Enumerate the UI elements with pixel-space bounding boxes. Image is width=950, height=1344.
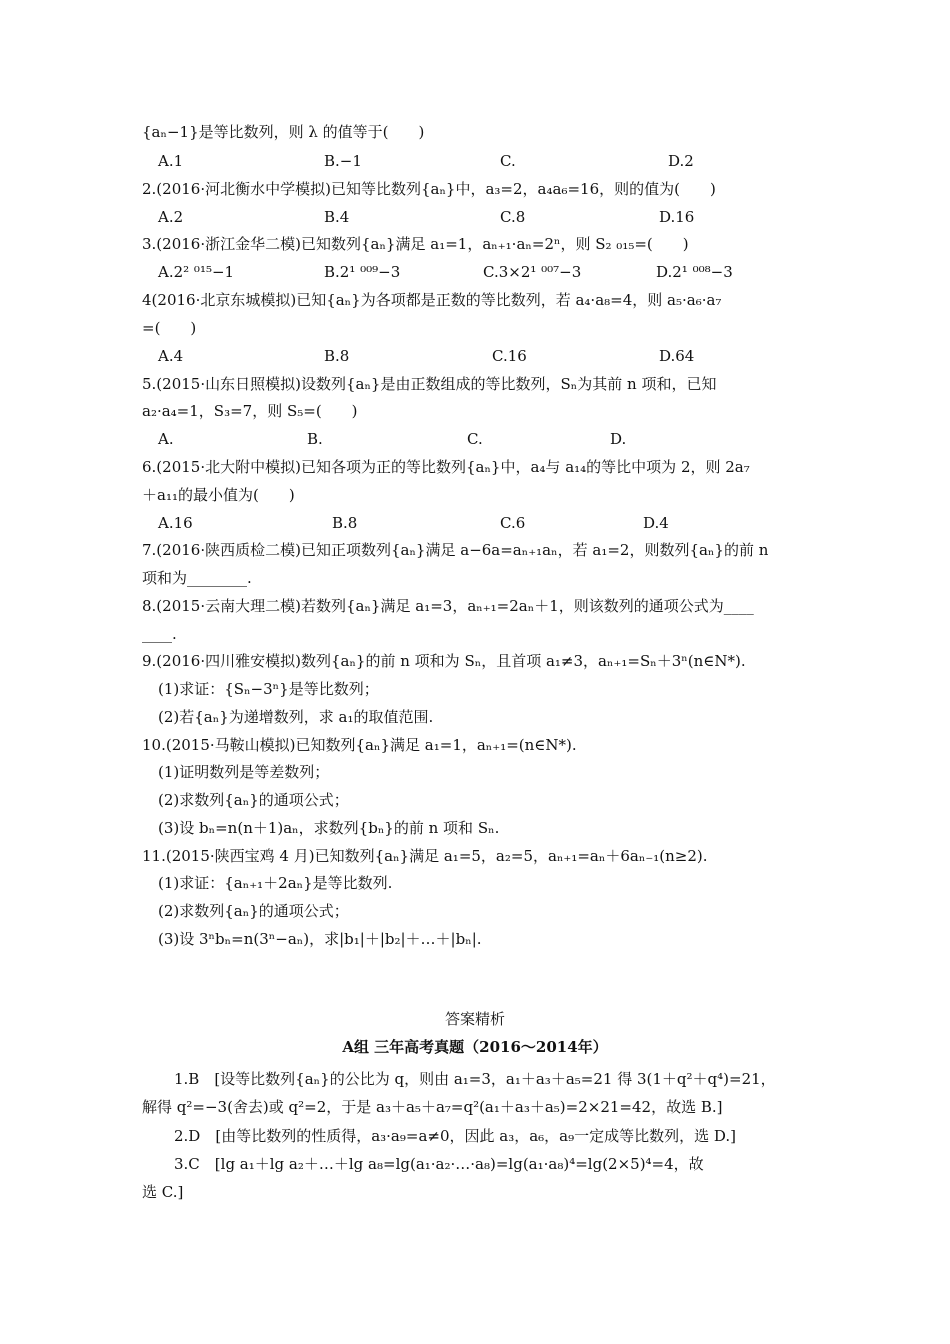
q11-part1: (1)求证：{aₙ₊₁＋2aₙ}是等比数列.: [158, 874, 393, 892]
q2-stem: 2.(2016·河北衡水中学模拟)已知等比数列{aₙ}中，a₃=2，a₄a₆=16，则的值为( ): [142, 180, 716, 198]
q2-option-a: A.2: [158, 208, 184, 226]
q3-option-d: D.2¹ ⁰⁰⁸−3: [656, 263, 733, 281]
q1-tail: {aₙ−1}是等比数列，则 λ 的值等于( ): [142, 123, 425, 141]
q6-option-b: B.8: [332, 514, 358, 532]
q1-option-a: A.1: [158, 152, 184, 170]
q2-option-c: C.8: [500, 208, 526, 226]
q1-option-d: D.2: [668, 152, 694, 170]
q8-stem-line2: ____.: [142, 625, 177, 643]
answer-2-line1: 2.D [由等比数列的性质得，a₃·a₉=a≠0，因此 a₃，a₆，a₉一定成等比数列，选 D.]: [174, 1127, 737, 1145]
q5-stem-line1: 5.(2015·山东日照模拟)设数列{aₙ}是由正数组成的等比数列，Sₙ为其前 n 项和，已知: [142, 375, 717, 393]
q10-part2: (2)求数列{aₙ}的通项公式；: [158, 791, 349, 809]
q8-stem-line1: 8.(2015·云南大理二模)若数列{aₙ}满足 a₁=3，aₙ₊₁=2aₙ＋1，则该数列的通项公式为____: [142, 597, 754, 615]
q4-stem-line2: =( ): [142, 319, 197, 337]
answers-group-title: A组 三年高考真题（2016～2014年）: [342, 1038, 608, 1056]
q4-option-a: A.4: [158, 347, 184, 365]
q11-part2: (2)求数列{aₙ}的通项公式；: [158, 902, 349, 920]
q11-stem: 11.(2015·陕西宝鸡 4 月)已知数列{aₙ}满足 a₁=5，a₂=5，aₙ₊₁=aₙ＋6aₙ₋₁(n≥2).: [142, 847, 708, 865]
q1-option-c: C.: [500, 152, 516, 170]
q6-stem-line1: 6.(2015·北大附中模拟)已知各项为正的等比数列{aₙ}中，a₄与 a₁₄的等比中项为 2，则 2a₇: [142, 458, 750, 476]
q6-stem-line2: ＋a₁₁的最小值为( ): [142, 486, 295, 504]
q5-option-c: C.: [467, 430, 483, 448]
q11-part3: (3)设 3ⁿbₙ=n(3ⁿ−aₙ)，求|b₁|＋|b₂|＋…＋|bₙ|.: [158, 930, 482, 948]
answer-1-line1: 1.B [设等比数列{aₙ}的公比为 q，则由 a₁=3，a₁＋a₃＋a₅=21 得 3(1＋q²＋q⁴)=21，: [174, 1070, 776, 1088]
q6-option-c: C.6: [500, 514, 526, 532]
q5-stem-line2: a₂·a₄=1，S₃=7，则 S₅=( ): [142, 402, 358, 420]
q9-part1: (1)求证：{Sₙ−3ⁿ}是等比数列；: [158, 680, 379, 698]
answers-heading: 答案精析: [444, 1010, 505, 1028]
q1-option-b: B.−1: [324, 152, 362, 170]
q2-option-b: B.4: [324, 208, 350, 226]
answer-3-line1: 3.C [lg a₁＋lg a₂＋…＋lg a₈=lg(a₁·a₂·…·a₈)=lg(a₁·a₈)⁴=lg(2×5)⁴=4，故: [174, 1155, 704, 1173]
q3-option-b: B.2¹ ⁰⁰⁹−3: [324, 263, 401, 281]
q10-part3: (3)设 bₙ=n(n＋1)aₙ，求数列{bₙ}的前 n 项和 Sₙ.: [158, 819, 500, 837]
q9-part2: (2)若{aₙ}为递增数列，求 a₁的取值范围.: [158, 708, 434, 726]
q4-option-b: B.8: [324, 347, 350, 365]
answer-1-line2: 解得 q²=−3(舍去)或 q²=2，于是 a₃＋a₅＋a₇=q²(a₁＋a₃＋a₅)=2×21=42，故选 B.]: [142, 1098, 723, 1116]
q7-stem-line2: 项和为________.: [142, 569, 252, 587]
q6-option-d: D.4: [643, 514, 669, 532]
q5-option-d: D.: [610, 430, 627, 448]
q4-option-c: C.16: [492, 347, 527, 365]
answer-3-line2: 选 C.]: [142, 1183, 184, 1201]
q3-option-a: A.2² ⁰¹⁵−1: [158, 263, 235, 281]
q2-option-d: D.16: [659, 208, 695, 226]
q4-stem-line1: 4(2016·北京东城模拟)已知{aₙ}为各项都是正数的等比数列，若 a₄·a₈=4，则 a₅·a₆·a₇: [142, 291, 722, 309]
q10-part1: (1)证明数列是等差数列；: [158, 763, 330, 781]
q5-option-a: A.: [158, 430, 174, 448]
q9-stem: 9.(2016·四川雅安模拟)数列{aₙ}的前 n 项和为 Sₙ，且首项 a₁≠3，aₙ₊₁=Sₙ＋3ⁿ(n∈N*).: [142, 652, 746, 670]
q5-option-b: B.: [307, 430, 323, 448]
q6-option-a: A.16: [158, 514, 193, 532]
q10-stem: 10.(2015·马鞍山模拟)已知数列{aₙ}满足 a₁=1，aₙ₊₁=(n∈N*).: [142, 736, 577, 754]
q4-option-d: D.64: [659, 347, 695, 365]
q7-stem-line1: 7.(2016·陕西质检二模)已知正项数列{aₙ}满足 a−6a=aₙ₊₁aₙ，若 a₁=2，则数列{aₙ}的前 n: [142, 541, 769, 559]
q3-option-c: C.3×2¹ ⁰⁰⁷−3: [483, 263, 582, 281]
q3-stem: 3.(2016·浙江金华二模)已知数列{aₙ}满足 a₁=1，aₙ₊₁·aₙ=2ⁿ，则 S₂ ₀₁₅=( ): [142, 235, 689, 253]
